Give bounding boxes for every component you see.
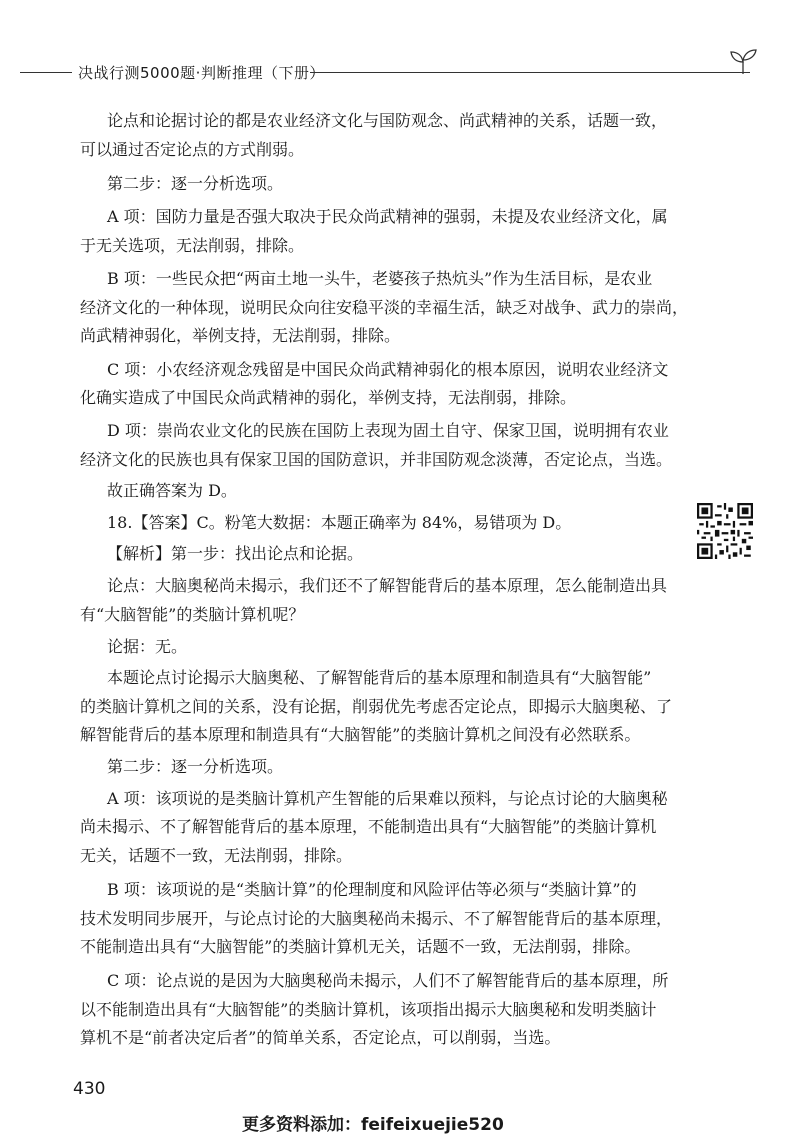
text-line: 的类脑计算机之间的关系，没有论据，削弱优先考虑否定论点，即揭示大脑奥秘、了: [80, 697, 673, 716]
text-line: 化确实造成了中国民众尚武精神的弱化，举例支持，无法削弱，排除。: [80, 388, 577, 407]
header-rule-left: [20, 72, 72, 73]
page-number: 430: [73, 1079, 106, 1099]
text-line: 论据：无。: [107, 637, 188, 656]
footer-note: 更多资料添加：feifeixuejie520: [242, 1115, 504, 1135]
text-line: 尚武精神弱化，举例支持，无法削弱，排除。: [80, 326, 401, 345]
text-line: B 项：一些民众把“两亩土地一头牛，老婆孩子热炕头”作为生活目标，是农业: [107, 269, 653, 288]
text-line: 尚未揭示、不了解智能背后的基本原理，不能制造出具有“大脑智能”的类脑计算机: [80, 817, 657, 836]
text-line: C 项：论点说的是因为大脑奥秘尚未揭示，人们不了解智能背后的基本原理，所: [107, 971, 669, 990]
text-line: 可以通过否定论点的方式削弱。: [80, 140, 305, 159]
text-line: 第二步：逐一分析选项。: [107, 174, 284, 193]
text-line: D 项：崇尚农业文化的民族在国防上表现为固土自守、保家卫国，说明拥有农业: [107, 421, 669, 440]
text-line: 论点和论据讨论的都是农业经济文化与国防观念、尚武精神的关系，话题一致，: [107, 111, 668, 130]
text-line: 技术发明同步展开，与论点讨论的大脑奥秘尚未揭示、不了解智能背后的基本原理，: [80, 909, 673, 928]
running-header: [0, 58, 800, 88]
text-line: 解智能背后的基本原理和制造具有“大脑智能”的类脑计算机之间没有必然联系。: [80, 725, 641, 744]
qr-code-icon: [697, 503, 753, 559]
text-line: A 项：国防力量是否强大取决于民众尚武精神的强弱，未提及农业经济文化，属: [107, 207, 668, 226]
text-line: 于无关选项，无法削弱，排除。: [80, 236, 305, 255]
book-title: 决战行测5000题·判断推理（下册）: [78, 64, 325, 82]
header-rule-right: [310, 72, 750, 73]
text-line: 以不能制造出具有“大脑智能”的类脑计算机，该项指出揭示大脑奥秘和发明类脑计: [80, 1000, 657, 1019]
analysis-heading: 【解析】第一步：找出论点和论据。: [107, 544, 364, 563]
text-line: 算机不是“前者决定后者”的简单关系，否定论点，可以削弱，当选。: [80, 1028, 561, 1047]
text-line: 第二步：逐一分析选项。: [107, 757, 284, 776]
text-line: B 项：该项说的是“类脑计算”的伦理制度和风险评估等必须与“类脑计算”的: [107, 880, 637, 899]
text-line: 无关，话题不一致，无法削弱，排除。: [80, 846, 353, 865]
answer-line: 18.【答案】C。粉笔大数据：本题正确率为 84%，易错项为 D。: [107, 513, 572, 532]
text-line: 经济文化的民族也具有保家卫国的国防意识，并非国防观念淡薄，否定论点，当选。: [80, 450, 673, 469]
text-line: A 项：该项说的是类脑计算机产生智能的后果难以预料，与论点讨论的大脑奥秘: [107, 789, 668, 808]
text-line: 有“大脑智能”的类脑计算机呢？: [80, 605, 305, 624]
sprout-icon: [728, 46, 758, 76]
text-line: 故正确答案为 D。: [107, 481, 237, 500]
text-line: C 项：小农经济观念残留是中国民众尚武精神弱化的根本原因，说明农业经济文: [107, 360, 669, 379]
text-line: 不能制造出具有“大脑智能”的类脑计算机无关，话题不一致，无法削弱，排除。: [80, 937, 641, 956]
text-line: 论点：大脑奥秘尚未揭示，我们还不了解智能背后的基本原理，怎么能制造出具: [107, 576, 668, 595]
text-line: 经济文化的一种体现，说明民众向往安稳平淡的幸福生活，缺乏对战争、武力的崇尚，: [80, 298, 689, 317]
text-line: 本题论点讨论揭示大脑奥秘、了解智能背后的基本原理和制造具有“大脑智能”: [107, 668, 652, 687]
